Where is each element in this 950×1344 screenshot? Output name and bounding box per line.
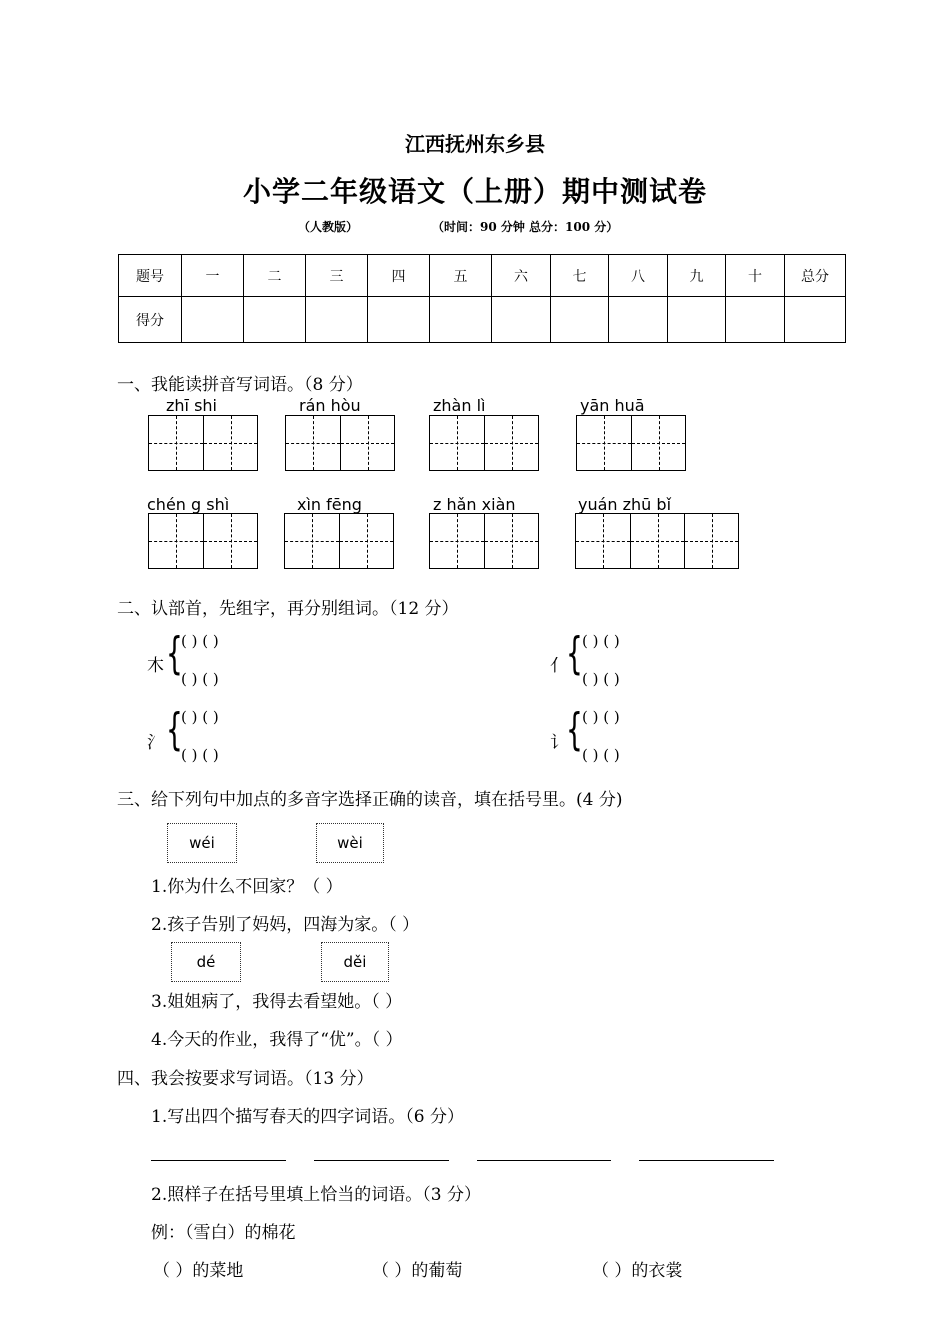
fill-blank[interactable]: （ ）的菜地	[153, 1261, 244, 1281]
score-cell[interactable]	[785, 297, 846, 343]
reading-option: děi	[321, 942, 389, 982]
section1-heading: 一、我能读拼音写词语。（8 分）	[117, 375, 363, 395]
pinyin-label: chén g shì	[147, 495, 230, 514]
question-item: 4.今天的作业，我得了“优”。（ ）	[151, 1030, 403, 1050]
score-cell[interactable]	[551, 297, 609, 343]
score-header-cell: 三	[306, 255, 368, 297]
score-cell[interactable]	[726, 297, 785, 343]
score-row-label: 得分	[119, 297, 182, 343]
writing-grid[interactable]	[148, 415, 258, 471]
score-cell[interactable]	[609, 297, 668, 343]
score-table	[118, 254, 846, 343]
score-row	[119, 297, 846, 343]
radical-label: 亻	[550, 656, 567, 676]
answer-line[interactable]	[314, 1160, 449, 1161]
edition-label: （人教版）	[298, 220, 359, 234]
radical-label: 木	[147, 656, 164, 676]
radical-label: 氵	[147, 733, 164, 753]
brace-icon: {	[566, 628, 583, 679]
writing-grid[interactable]	[575, 513, 739, 569]
answer-blank[interactable]: ( ) ( )	[181, 746, 219, 764]
region-title: 江西抚州东乡县	[405, 132, 545, 156]
section2-heading: 二、认部首，先组字，再分别组词。（12 分）	[117, 599, 459, 619]
brace-icon: {	[566, 704, 583, 755]
question-item: 3.姐姐病了，我得去看望她。（ ）	[151, 992, 403, 1012]
brace-icon: {	[166, 628, 183, 679]
score-header-cell: 五	[430, 255, 492, 297]
brace-icon: {	[166, 704, 183, 755]
answer-blank[interactable]: ( ) ( )	[582, 708, 620, 726]
score-header-cell: 二	[244, 255, 306, 297]
example-line: 例：（雪白）的棉花	[151, 1223, 296, 1243]
pinyin-label: yān huā	[580, 396, 645, 415]
time-score-label: （时间：90 分钟 总分：100 分）	[432, 220, 619, 234]
score-header-cell: 总分	[785, 255, 846, 297]
score-header-cell: 七	[551, 255, 609, 297]
section4-heading: 四、我会按要求写词语。（13 分）	[117, 1069, 374, 1089]
answer-line[interactable]	[639, 1160, 774, 1161]
writing-grid[interactable]	[285, 415, 395, 471]
score-cell[interactable]	[244, 297, 306, 343]
score-cell[interactable]	[182, 297, 244, 343]
answer-blank[interactable]: ( ) ( )	[582, 670, 620, 688]
score-cell[interactable]	[492, 297, 551, 343]
score-header-cell: 一	[182, 255, 244, 297]
pinyin-label: yuán zhū bǐ	[578, 495, 672, 514]
pinyin-label: zhàn lì	[433, 396, 486, 415]
answer-blank[interactable]: ( ) ( )	[181, 670, 219, 688]
writing-grid[interactable]	[576, 415, 686, 471]
pinyin-label: rán hòu	[299, 396, 361, 415]
pinyin-label: z hǎn xiàn	[433, 495, 516, 514]
fill-blank[interactable]: （ ）的葡萄	[372, 1261, 463, 1281]
reading-option: wéi	[167, 823, 237, 863]
score-cell[interactable]	[668, 297, 726, 343]
question-item: 2.照样子在括号里填上恰当的词语。（3 分）	[151, 1185, 481, 1205]
reading-option: dé	[171, 942, 241, 982]
question-item: 1.写出四个描写春天的四字词语。（6 分）	[151, 1107, 464, 1127]
score-header-row	[119, 255, 846, 297]
answer-blank[interactable]: ( ) ( )	[181, 632, 219, 650]
answer-blank[interactable]: ( ) ( )	[582, 746, 620, 764]
writing-grid[interactable]	[429, 415, 539, 471]
question-item: 2.孩子告别了妈妈，四海为家。（ ）	[151, 915, 420, 935]
section3-heading: 三、给下列句中加点的多音字选择正确的读音，填在括号里。(4 分)	[117, 790, 623, 810]
score-cell[interactable]	[368, 297, 430, 343]
page-title: 小学二年级语文（上册）期中测试卷	[242, 175, 707, 208]
answer-blank[interactable]: ( ) ( )	[582, 632, 620, 650]
reading-option: wèi	[316, 823, 384, 863]
pinyin-label: zhī shi	[166, 396, 217, 415]
score-cell[interactable]	[306, 297, 368, 343]
question-item: 1.你为什么不回家？（ ）	[151, 877, 343, 897]
writing-grid[interactable]	[284, 513, 394, 569]
score-header-cell: 九	[668, 255, 726, 297]
answer-blank[interactable]: ( ) ( )	[181, 708, 219, 726]
radical-label: 讠	[550, 733, 567, 753]
writing-grid[interactable]	[148, 513, 258, 569]
score-header-cell: 题号	[119, 255, 182, 297]
score-header-cell: 十	[726, 255, 785, 297]
writing-grid[interactable]	[429, 513, 539, 569]
answer-line[interactable]	[477, 1160, 611, 1161]
score-header-cell: 四	[368, 255, 430, 297]
score-cell[interactable]	[430, 297, 492, 343]
answer-line[interactable]	[151, 1160, 286, 1161]
pinyin-label: xìn fēng	[297, 495, 362, 514]
fill-blank[interactable]: （ ）的衣裳	[592, 1261, 683, 1281]
score-header-cell: 六	[492, 255, 551, 297]
score-header-cell: 八	[609, 255, 668, 297]
